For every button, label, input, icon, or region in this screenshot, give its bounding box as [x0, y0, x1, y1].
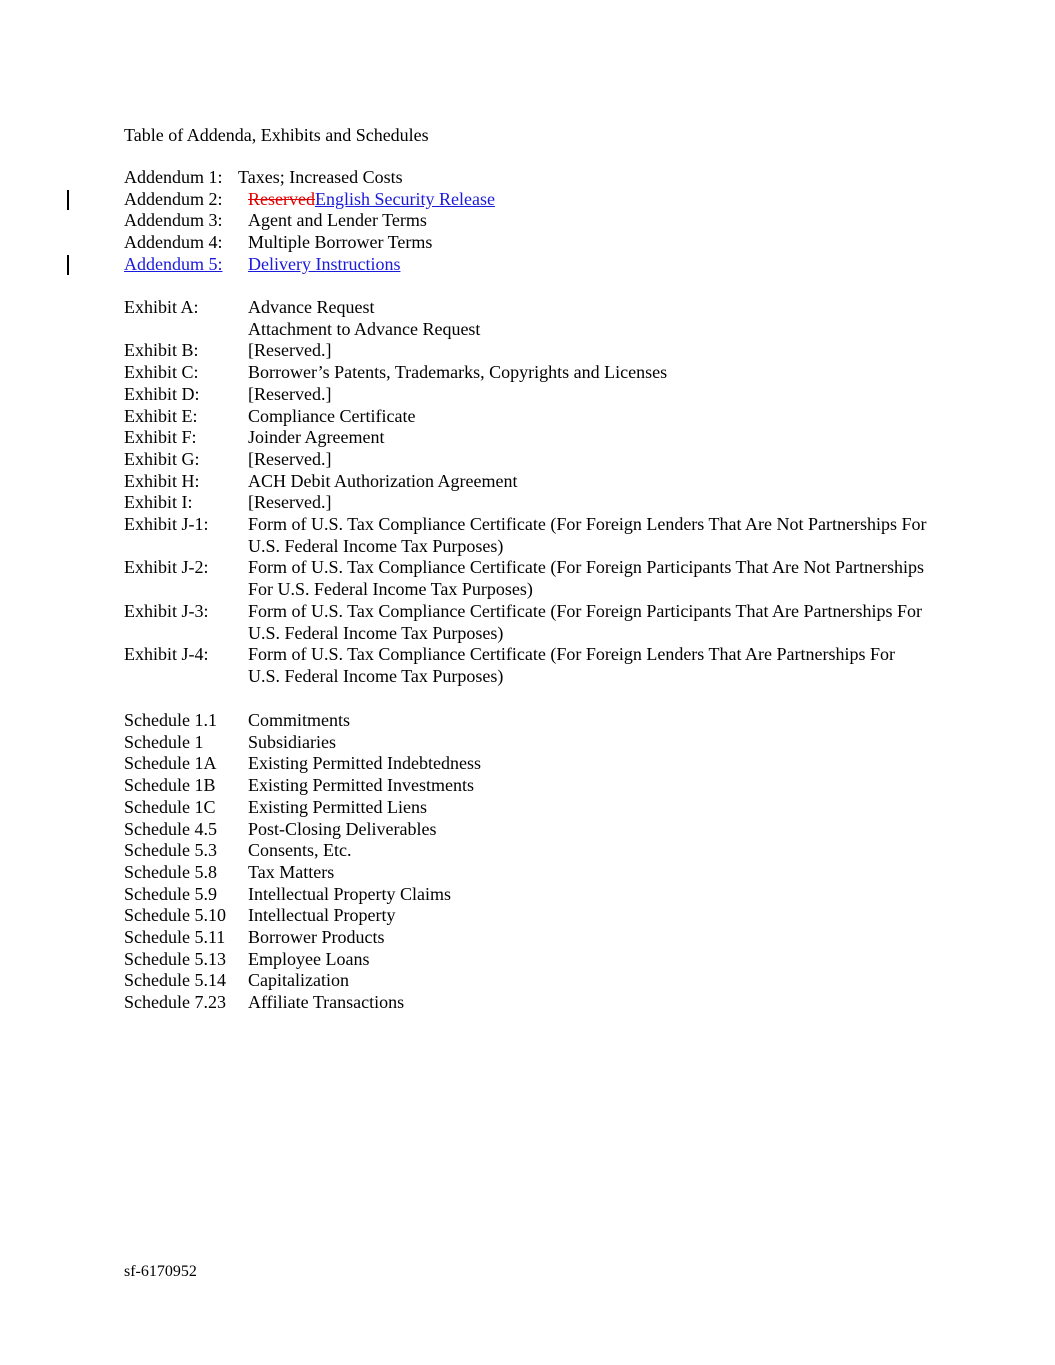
schedule-label: Schedule 1A: [124, 753, 217, 774]
schedule-title: Employee Loans: [248, 948, 370, 969]
schedule-row: [124, 753, 928, 775]
addendum-row: [124, 254, 928, 276]
exhibit-title: [Reserved.]: [248, 448, 332, 469]
exhibit-row: [124, 471, 928, 493]
schedule-title: Tax Matters: [248, 861, 335, 882]
exhibit-row: [124, 601, 928, 644]
schedule-row: [124, 884, 928, 906]
exhibit-row: [124, 319, 928, 341]
schedule-title: Intellectual Property Claims: [248, 883, 451, 904]
schedule-label: Schedule 1: [124, 731, 204, 752]
exhibit-title: Compliance Certificate: [248, 405, 416, 426]
exhibit-label: Exhibit D:: [124, 383, 200, 404]
schedule-label: Schedule 1C: [124, 796, 216, 817]
exhibit-row: [124, 384, 928, 406]
exhibit-label: Exhibit G:: [124, 448, 200, 469]
exhibit-title: Borrower’s Patents, Trademarks, Copyrights and Licenses: [248, 362, 668, 383]
exhibit-label: Exhibit C:: [124, 362, 199, 383]
schedule-row: [124, 797, 928, 819]
schedule-title: Consents, Etc.: [248, 840, 352, 861]
inserted-text: Delivery Instructions: [248, 253, 401, 274]
schedule-label: Schedule 5.8: [124, 861, 217, 882]
addendum-title: Agent and Lender Terms: [248, 210, 427, 231]
schedule-row: [124, 732, 928, 754]
schedule-title: Commitments: [248, 710, 351, 730]
schedule-title: Affiliate Transactions: [248, 992, 405, 1013]
inserted-text: English Security Release: [314, 188, 495, 209]
document-title: Table of Addenda, Exhibits and Schedules: [124, 125, 429, 145]
schedule-row: [124, 775, 928, 797]
schedule-label: Schedule 4.5: [124, 818, 217, 839]
schedule-label: Schedule 5.11: [124, 927, 226, 948]
document-id-footer: sf-6170952: [124, 1263, 197, 1280]
exhibit-title: Attachment to Advance Request: [248, 318, 481, 339]
schedule-row: [124, 927, 928, 949]
schedule-label: Schedule 1B: [124, 775, 216, 796]
exhibit-title: [Reserved.]: [248, 340, 332, 361]
exhibit-label: Exhibit J-1:: [124, 514, 209, 535]
schedules-list: [124, 710, 928, 1014]
schedule-row: [124, 710, 928, 732]
schedule-label: Schedule 1.1: [124, 710, 217, 730]
schedule-row: [124, 840, 928, 862]
addendum-row: [124, 232, 928, 254]
exhibit-row: [124, 514, 928, 557]
addenda-list: [124, 167, 928, 276]
exhibit-row: [124, 406, 928, 428]
schedule-row: [124, 949, 928, 971]
exhibit-label: Exhibit H:: [124, 470, 200, 491]
schedule-row: [124, 970, 928, 992]
schedule-title: Existing Permitted Investments: [248, 775, 474, 796]
addendum-row: [124, 167, 928, 189]
exhibit-label: Exhibit F:: [124, 427, 197, 448]
schedule-row: [124, 862, 928, 884]
exhibit-row: [124, 427, 928, 449]
schedule-title: Post-Closing Deliverables: [248, 818, 437, 839]
exhibit-label: Exhibit J-2:: [124, 557, 209, 578]
addendum-label: Addendum 3:: [124, 210, 223, 231]
addendum-title: [248, 189, 928, 211]
revision-bar: [67, 255, 69, 275]
exhibits-list: [124, 297, 928, 688]
exhibit-label: Exhibit J-4:: [124, 644, 209, 665]
exhibit-title: ACH Debit Authorization Agreement: [248, 470, 518, 491]
exhibit-row: [124, 340, 928, 362]
exhibit-label: [124, 319, 248, 341]
exhibit-row: [124, 557, 928, 600]
exhibit-row: [124, 644, 928, 687]
schedule-label: Schedule 5.9: [124, 883, 217, 904]
exhibit-title: Advance Request: [248, 297, 375, 317]
schedule-label: Schedule 7.23: [124, 992, 226, 1013]
addendum-row: [124, 210, 928, 232]
schedule-title: Capitalization: [248, 970, 349, 991]
schedule-title: Existing Permitted Liens: [248, 796, 427, 817]
addendum-label: Addendum 1:: [124, 167, 223, 187]
exhibit-label: Exhibit J-3:: [124, 600, 209, 621]
exhibit-row: [124, 492, 928, 514]
exhibit-title: [Reserved.]: [248, 492, 332, 513]
addendum-title: [248, 254, 928, 276]
exhibit-title: [Reserved.]: [248, 383, 332, 404]
exhibit-label: Exhibit I:: [124, 492, 193, 513]
exhibit-row: [124, 297, 928, 319]
schedule-label: Schedule 5.3: [124, 840, 217, 861]
exhibit-title: Form of U.S. Tax Compliance Certificate (For Foreign Participants That Are Partnerships For U.S. Federal Income Tax Purposes): [248, 600, 922, 643]
addendum-label: Addendum 2:: [124, 188, 223, 209]
schedule-row: [124, 819, 928, 841]
schedule-label: Schedule 5.14: [124, 970, 226, 991]
schedule-row: [124, 992, 928, 1014]
addendum-label: Addendum 4:: [124, 232, 223, 253]
schedule-title: Subsidiaries: [248, 731, 336, 752]
addendum-title: Taxes; Increased Costs: [238, 167, 403, 187]
exhibit-title: Form of U.S. Tax Compliance Certificate (For Foreign Lenders That Are Not Partnerships For U.S. Federal Income Tax Purposes): [248, 514, 927, 556]
addendum-row: [124, 189, 928, 211]
exhibit-title: Joinder Agreement: [248, 427, 385, 448]
exhibit-label: Exhibit B:: [124, 340, 199, 361]
revision-bar: [67, 190, 69, 210]
schedule-label: Schedule 5.13: [124, 948, 226, 969]
exhibit-title: Form of U.S. Tax Compliance Certificate (For Foreign Participants That Are Not Partnerships For U.S. Federal Income Tax Purposes): [248, 557, 924, 600]
addendum-label: Addendum 5:: [124, 253, 223, 274]
schedule-label: Schedule 5.10: [124, 905, 226, 926]
schedule-title: Existing Permitted Indebtedness: [248, 753, 481, 774]
schedule-title: Borrower Products: [248, 927, 385, 948]
exhibit-label: Exhibit E:: [124, 405, 198, 426]
exhibit-label: Exhibit A:: [124, 297, 199, 317]
exhibit-row: [124, 362, 928, 384]
schedule-row: [124, 905, 928, 927]
exhibit-title: Form of U.S. Tax Compliance Certificate (For Foreign Lenders That Are Partnerships For U.S. Federal Income Tax Purposes): [248, 644, 895, 686]
schedule-title: Intellectual Property: [248, 905, 396, 926]
addendum-title: Multiple Borrower Terms: [248, 232, 433, 253]
exhibit-row: [124, 449, 928, 471]
deleted-text: Reserved: [248, 188, 315, 209]
